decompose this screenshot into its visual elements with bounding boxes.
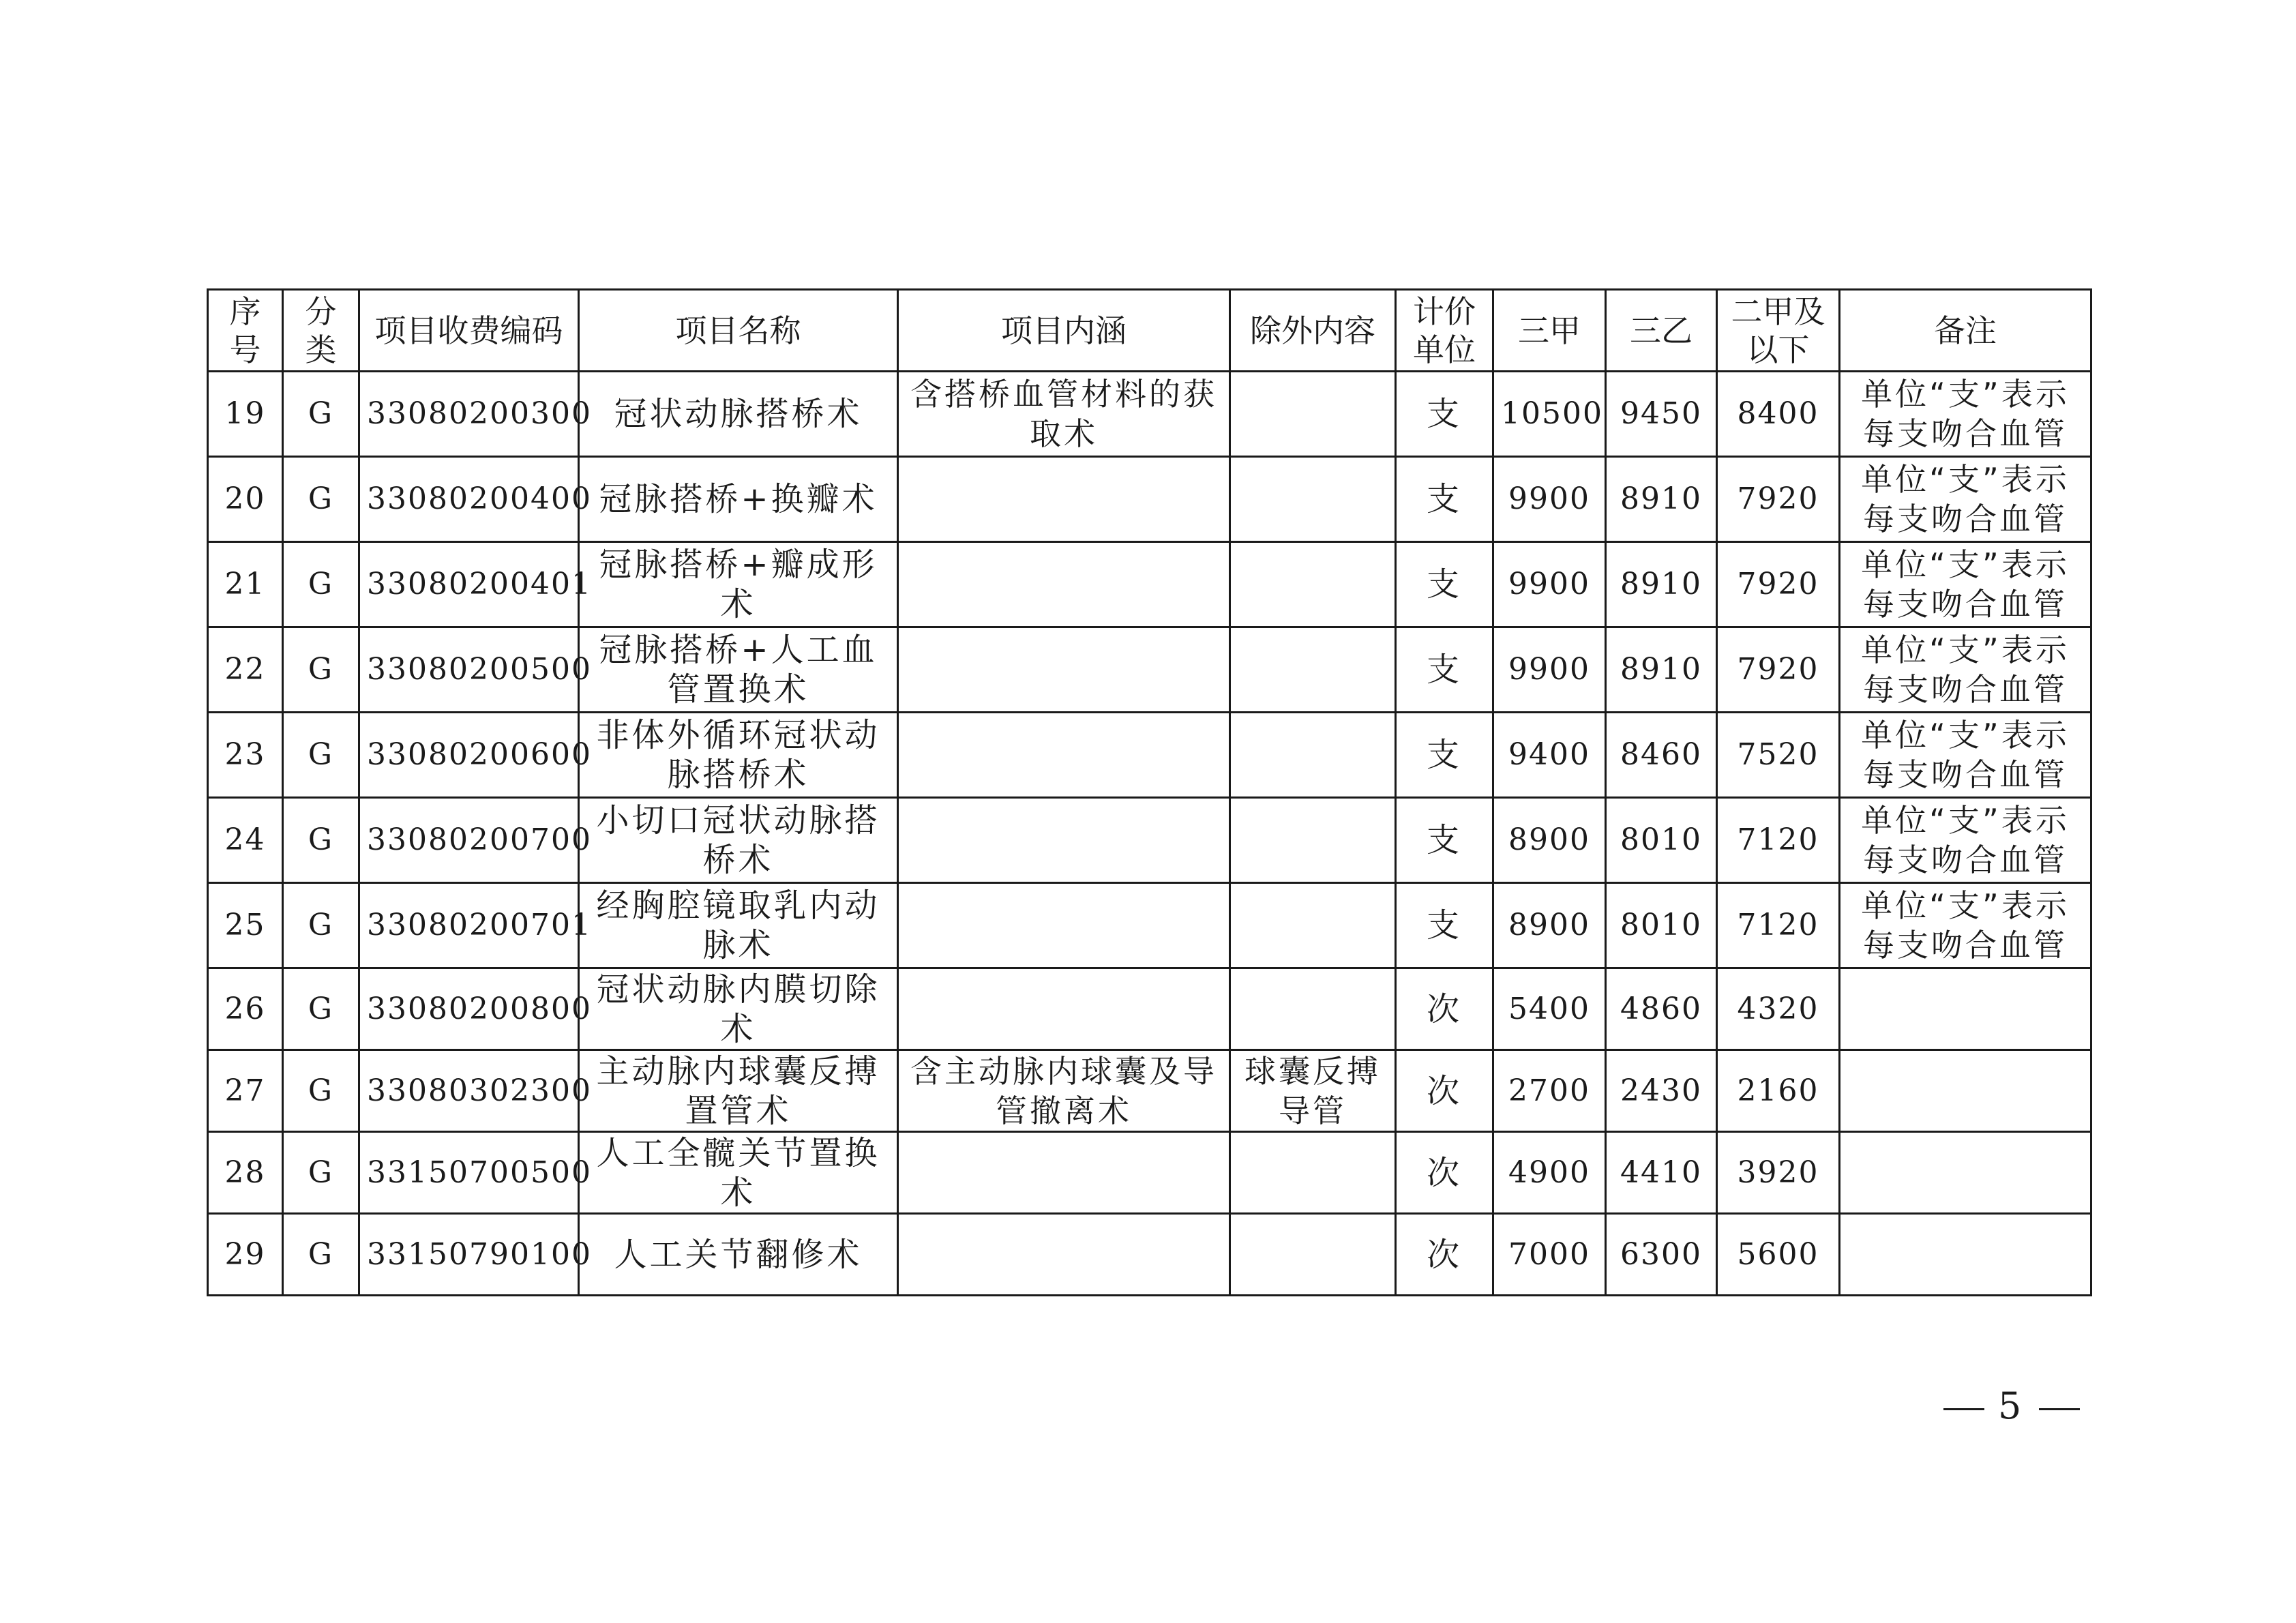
cell-price-tier2: 6300 — [1606, 1214, 1717, 1296]
header-price-tier1: 三甲 — [1493, 290, 1606, 372]
cell-note: 单位“支”表示每支吻合血管 — [1840, 372, 2091, 457]
cell-excluded — [1230, 713, 1396, 798]
cell-price-tier1: 4900 — [1493, 1132, 1606, 1214]
cell-price-tier1: 8900 — [1493, 883, 1606, 968]
cell-price-tier2: 2430 — [1606, 1050, 1717, 1132]
header-price-tier2: 三乙 — [1606, 290, 1717, 372]
cell-name: 人工关节翻修术 — [579, 1214, 898, 1296]
cell-excluded — [1230, 542, 1396, 627]
header-price-tier3: 二甲及以下 — [1717, 290, 1840, 372]
cell-note — [1840, 968, 2091, 1050]
cell-code: 33150700500 — [359, 1132, 579, 1214]
header-category: 分类 — [283, 290, 359, 372]
cell-code: 33080302300 — [359, 1050, 579, 1132]
cell-price-tier1: 9400 — [1493, 713, 1606, 798]
cell-seq: 19 — [208, 372, 283, 457]
cell-price-tier2: 4860 — [1606, 968, 1717, 1050]
table-row — [208, 798, 2091, 883]
cell-unit: 支 — [1396, 542, 1493, 627]
cell-note — [1840, 1050, 2091, 1132]
cell-excluded: 球囊反搏导管 — [1230, 1050, 1396, 1132]
cell-unit: 次 — [1396, 1214, 1493, 1296]
cell-name: 非体外循环冠状动脉搭桥术 — [579, 713, 898, 798]
page-number — [1930, 1384, 2093, 1427]
cell-content: 含搭桥血管材料的获取术 — [898, 372, 1230, 457]
cell-code: 33080200800 — [359, 968, 579, 1050]
cell-content — [898, 457, 1230, 542]
cell-unit: 支 — [1396, 457, 1493, 542]
cell-price-tier1: 9900 — [1493, 457, 1606, 542]
cell-category: G — [283, 1050, 359, 1132]
table-row — [208, 713, 2091, 798]
cell-seq: 25 — [208, 883, 283, 968]
cell-price-tier1: 8900 — [1493, 798, 1606, 883]
cell-excluded — [1230, 627, 1396, 713]
header-excluded: 除外内容 — [1230, 290, 1396, 372]
cell-category: G — [283, 542, 359, 627]
cell-note: 单位“支”表示每支吻合血管 — [1840, 627, 2091, 713]
cell-name: 冠状动脉搭桥术 — [579, 372, 898, 457]
cell-code: 33080200400 — [359, 457, 579, 542]
cell-category: G — [283, 1132, 359, 1214]
cell-unit: 次 — [1396, 1132, 1493, 1214]
table-header-row — [208, 290, 2091, 372]
header-unit: 计价单位 — [1396, 290, 1493, 372]
cell-note — [1840, 1132, 2091, 1214]
cell-price-tier3: 7120 — [1717, 883, 1840, 968]
cell-price-tier3: 7920 — [1717, 457, 1840, 542]
cell-price-tier3: 7920 — [1717, 627, 1840, 713]
cell-category: G — [283, 798, 359, 883]
cell-price-tier2: 8010 — [1606, 883, 1717, 968]
fee-table — [207, 288, 2092, 1296]
cell-seq: 20 — [208, 457, 283, 542]
cell-note — [1840, 1214, 2091, 1296]
cell-price-tier2: 9450 — [1606, 372, 1717, 457]
cell-seq: 28 — [208, 1132, 283, 1214]
cell-category: G — [283, 627, 359, 713]
cell-unit: 支 — [1396, 372, 1493, 457]
cell-note: 单位“支”表示每支吻合血管 — [1840, 883, 2091, 968]
cell-code: 33080200500 — [359, 627, 579, 713]
cell-code: 33150790100 — [359, 1214, 579, 1296]
cell-code: 33080200700 — [359, 798, 579, 883]
cell-category: G — [283, 713, 359, 798]
cell-content — [898, 1214, 1230, 1296]
cell-excluded — [1230, 798, 1396, 883]
cell-content — [898, 542, 1230, 627]
cell-price-tier2: 8910 — [1606, 542, 1717, 627]
cell-price-tier3: 5600 — [1717, 1214, 1840, 1296]
cell-price-tier2: 4410 — [1606, 1132, 1717, 1214]
cell-name: 主动脉内球囊反搏置管术 — [579, 1050, 898, 1132]
table-row — [208, 968, 2091, 1050]
cell-seq: 22 — [208, 627, 283, 713]
header-note: 备注 — [1840, 290, 2091, 372]
cell-note: 单位“支”表示每支吻合血管 — [1840, 542, 2091, 627]
cell-price-tier1: 5400 — [1493, 968, 1606, 1050]
cell-name: 经胸腔镜取乳内动脉术 — [579, 883, 898, 968]
cell-price-tier3: 3920 — [1717, 1132, 1840, 1214]
cell-price-tier2: 8010 — [1606, 798, 1717, 883]
cell-category: G — [283, 372, 359, 457]
cell-unit: 支 — [1396, 798, 1493, 883]
cell-price-tier3: 7120 — [1717, 798, 1840, 883]
cell-unit: 支 — [1396, 627, 1493, 713]
cell-code: 33080200701 — [359, 883, 579, 968]
cell-seq: 24 — [208, 798, 283, 883]
cell-price-tier1: 10500 — [1493, 372, 1606, 457]
cell-category: G — [283, 1214, 359, 1296]
cell-excluded — [1230, 457, 1396, 542]
cell-price-tier3: 2160 — [1717, 1050, 1840, 1132]
cell-content — [898, 627, 1230, 713]
table-row — [208, 457, 2091, 542]
cell-excluded — [1230, 968, 1396, 1050]
page-number-left-dash — [1943, 1408, 1984, 1410]
cell-price-tier2: 8910 — [1606, 627, 1717, 713]
cell-category: G — [283, 883, 359, 968]
cell-price-tier2: 8460 — [1606, 713, 1717, 798]
cell-content — [898, 1132, 1230, 1214]
cell-unit: 次 — [1396, 1050, 1493, 1132]
cell-excluded — [1230, 883, 1396, 968]
cell-unit: 支 — [1396, 883, 1493, 968]
cell-content — [898, 968, 1230, 1050]
table-body — [208, 372, 2091, 1296]
cell-category: G — [283, 457, 359, 542]
cell-note: 单位“支”表示每支吻合血管 — [1840, 798, 2091, 883]
table-row — [208, 372, 2091, 457]
cell-seq: 26 — [208, 968, 283, 1050]
cell-category: G — [283, 968, 359, 1050]
cell-price-tier1: 7000 — [1493, 1214, 1606, 1296]
cell-seq: 27 — [208, 1050, 283, 1132]
cell-price-tier3: 7520 — [1717, 713, 1840, 798]
cell-price-tier1: 2700 — [1493, 1050, 1606, 1132]
cell-note: 单位“支”表示每支吻合血管 — [1840, 713, 2091, 798]
cell-name: 冠状动脉内膜切除术 — [579, 968, 898, 1050]
cell-name: 冠脉搭桥+瓣成形术 — [579, 542, 898, 627]
cell-price-tier3: 8400 — [1717, 372, 1840, 457]
cell-name: 人工全髋关节置换术 — [579, 1132, 898, 1214]
page-number-value: 5 — [1998, 1384, 2026, 1427]
cell-seq: 23 — [208, 713, 283, 798]
cell-unit: 次 — [1396, 968, 1493, 1050]
page-number-right-dash — [2039, 1408, 2080, 1410]
cell-price-tier3: 7920 — [1717, 542, 1840, 627]
cell-seq: 29 — [208, 1214, 283, 1296]
table-row — [208, 1132, 2091, 1214]
cell-price-tier1: 9900 — [1493, 542, 1606, 627]
table-row — [208, 627, 2091, 713]
cell-price-tier2: 8910 — [1606, 457, 1717, 542]
header-seq: 序号 — [208, 290, 283, 372]
cell-price-tier3: 4320 — [1717, 968, 1840, 1050]
header-content: 项目内涵 — [898, 290, 1230, 372]
cell-content — [898, 713, 1230, 798]
cell-code: 33080200401 — [359, 542, 579, 627]
cell-seq: 21 — [208, 542, 283, 627]
cell-name: 冠脉搭桥+人工血管置换术 — [579, 627, 898, 713]
table-row — [208, 883, 2091, 968]
cell-name: 小切口冠状动脉搭桥术 — [579, 798, 898, 883]
cell-excluded — [1230, 372, 1396, 457]
cell-name: 冠脉搭桥+换瓣术 — [579, 457, 898, 542]
cell-code: 33080200300 — [359, 372, 579, 457]
cell-note: 单位“支”表示每支吻合血管 — [1840, 457, 2091, 542]
cell-excluded — [1230, 1132, 1396, 1214]
cell-content: 含主动脉内球囊及导管撤离术 — [898, 1050, 1230, 1132]
cell-code: 33080200600 — [359, 713, 579, 798]
cell-content — [898, 883, 1230, 968]
cell-unit: 支 — [1396, 713, 1493, 798]
table-row — [208, 1050, 2091, 1132]
cell-content — [898, 798, 1230, 883]
header-name: 项目名称 — [579, 290, 898, 372]
cell-price-tier1: 9900 — [1493, 627, 1606, 713]
table-row — [208, 1214, 2091, 1296]
header-code: 项目收费编码 — [359, 290, 579, 372]
cell-excluded — [1230, 1214, 1396, 1296]
table-row — [208, 542, 2091, 627]
